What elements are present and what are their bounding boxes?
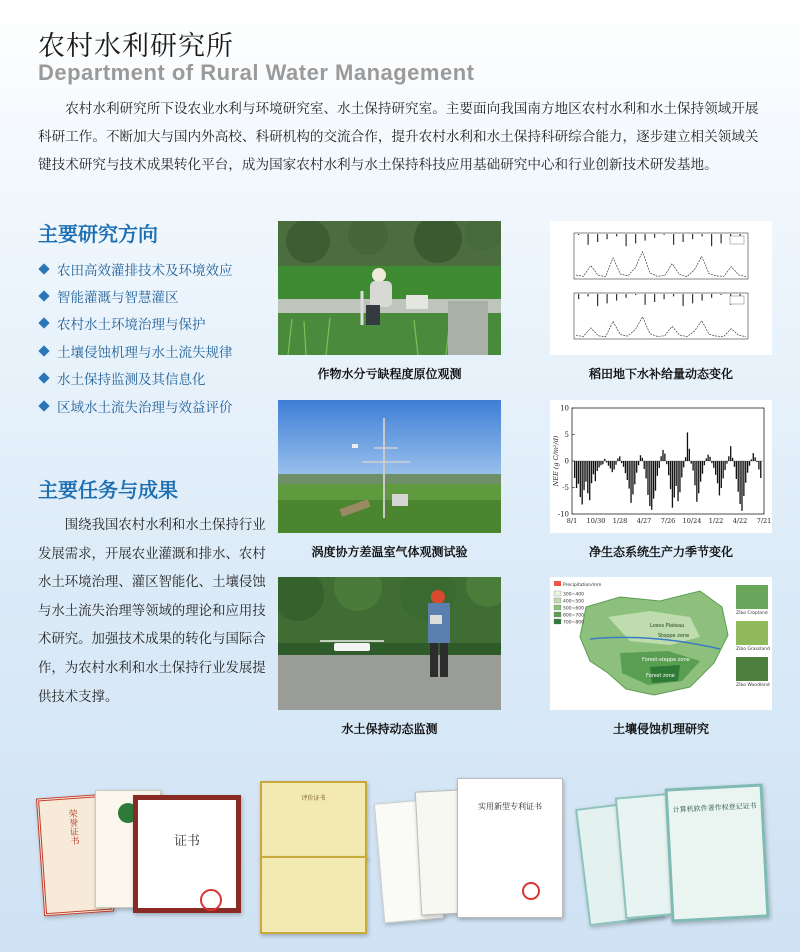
nee-bar — [613, 461, 614, 469]
rain-bar — [673, 294, 674, 296]
site-marker-icon — [554, 581, 561, 586]
rain-bar — [721, 234, 722, 243]
nee-bar — [738, 461, 739, 492]
rain-bar — [578, 234, 579, 235]
legend-label: 600~700 — [563, 613, 584, 619]
rain-bar — [692, 294, 693, 303]
svg-text:Steppe zone: Steppe zone — [658, 633, 690, 639]
nee-bar — [636, 461, 637, 473]
nee-bar — [644, 461, 645, 469]
nee-bar — [717, 461, 718, 483]
nee-bar — [597, 461, 598, 471]
nee-bar — [647, 461, 648, 495]
nee-bar — [728, 456, 729, 461]
nee-bar — [734, 461, 735, 467]
rain-bar — [702, 294, 703, 301]
nee-bar — [672, 461, 673, 508]
nee-bar — [608, 461, 609, 466]
rain-bar — [721, 294, 722, 295]
rain-bar — [683, 294, 684, 306]
nee-bar — [674, 461, 675, 498]
nee-bar — [645, 461, 646, 478]
nee-bar — [621, 461, 622, 463]
nee-bar — [683, 461, 684, 467]
photo2-caption: 涡度协方差温室气体观测试验 — [311, 545, 468, 559]
nee-bar — [758, 461, 759, 469]
legend-box — [730, 296, 744, 304]
x-tick-label: 10/30 — [586, 517, 606, 525]
legend-label: 300~400 — [563, 592, 584, 598]
x-tick-label: 7/26 — [660, 517, 676, 525]
nee-bar — [593, 461, 594, 474]
nee-bar — [612, 461, 613, 472]
nee-bar — [709, 457, 710, 461]
nee-bar — [721, 461, 722, 488]
nee-bar — [591, 461, 592, 483]
nee-bar — [751, 459, 752, 461]
legend-box — [730, 236, 744, 244]
soil-erosion-map — [550, 577, 772, 710]
nee-bar — [615, 461, 616, 465]
nee-bar — [698, 461, 699, 493]
nee-bar — [685, 457, 686, 461]
nee-bar — [587, 461, 588, 493]
evaluation-certificate-1: 评价证书 — [260, 781, 367, 859]
groundwater-line — [576, 252, 746, 277]
y-tick-label: 0 — [564, 457, 569, 466]
nee-bar — [638, 461, 639, 465]
nee-bar — [632, 461, 633, 494]
groundwater-line — [576, 317, 746, 337]
nee-bar — [696, 461, 697, 502]
rain-bar — [626, 294, 627, 298]
legend-label: 500~600 — [563, 606, 584, 612]
nee-bar — [634, 461, 635, 484]
svg-text:Zibo Woodland: Zibo Woodland — [736, 683, 770, 688]
nee-bar — [600, 461, 601, 465]
nee-bar — [756, 461, 757, 462]
rain-bar — [597, 294, 598, 306]
x-tick-label: 1/28 — [612, 517, 628, 525]
rain-bar — [588, 294, 589, 296]
nee-bar — [679, 461, 680, 492]
photo3-caption: 水土保持动态监测 — [341, 722, 438, 736]
diamond-bullet-icon — [38, 290, 49, 301]
diamond-bullet-icon — [38, 263, 49, 274]
nee-bar — [760, 461, 761, 478]
svg-text:Zibo Cropland: Zibo Cropland — [736, 611, 768, 616]
groundwater-chart — [550, 221, 772, 355]
nee-bar — [617, 458, 618, 461]
nee-bar — [668, 461, 669, 475]
nee-bar — [666, 461, 667, 464]
rain-bar — [616, 294, 617, 301]
nee-bar — [660, 456, 661, 461]
nee-bar — [753, 453, 754, 461]
diamond-bullet-icon — [38, 318, 49, 329]
research-item: 农田高效灌排技术及环境效应 — [38, 255, 268, 282]
page-title: 农村水利研究所 — [38, 31, 234, 62]
nee-bar — [707, 455, 708, 461]
nee-bar — [585, 461, 586, 482]
nee-bar — [743, 461, 744, 496]
research-item: 智能灌溉与智慧灌区 — [38, 282, 268, 309]
x-tick-label: 4/27 — [636, 517, 652, 525]
legend-label: 700~800 — [563, 620, 584, 626]
nee-bar — [576, 461, 577, 488]
award-certificate: 证书 — [133, 795, 241, 913]
nee-bar — [749, 461, 750, 466]
nee-bar — [623, 461, 624, 467]
research-item: 土壤侵蚀机理与水土流失规律 — [38, 337, 268, 364]
panel-frame — [574, 233, 748, 279]
y-tick-label: 10 — [560, 404, 569, 413]
nee-bar — [754, 457, 755, 461]
nee-bar — [580, 461, 581, 497]
nee-bar — [711, 461, 712, 463]
research-item: 区域水土流失治理与效益评价 — [38, 392, 268, 419]
red-seal-icon — [200, 889, 222, 911]
nee-bar — [606, 461, 607, 463]
rain-bar — [578, 294, 579, 299]
nee-bar — [640, 455, 641, 461]
nee-bar — [619, 456, 620, 461]
x-tick-label: 4/22 — [732, 517, 748, 525]
rain-bar — [654, 234, 655, 238]
legend-label: 400~500 — [563, 599, 584, 605]
nee-bar — [702, 461, 703, 474]
nee-bar — [670, 461, 671, 489]
page-subtitle: Department of Rural Water Management — [38, 60, 475, 85]
nee-bar — [642, 458, 643, 461]
rain-bar — [607, 294, 608, 303]
x-tick-label: 10/24 — [682, 517, 702, 525]
nee-bar — [689, 449, 690, 461]
nee-bar — [723, 461, 724, 478]
nee-bar — [657, 461, 658, 476]
panel-frame — [574, 293, 748, 339]
nee-bar — [736, 461, 737, 479]
research-item: 农村水土环境治理与保护 — [38, 310, 268, 337]
svg-text:Precipitation/mm: Precipitation/mm — [563, 583, 602, 588]
red-seal-icon — [522, 882, 540, 900]
legend-swatch — [554, 591, 561, 596]
nee-bar — [730, 446, 731, 461]
nee-bar — [677, 461, 678, 501]
x-tick-label: 8/1 — [566, 517, 578, 525]
rain-bar — [588, 234, 589, 245]
intro-paragraph: 农村水利研究所下设农业水利与环境研究室、水土保持研究室。主要面向我国南方地区农村水利和水土保持领域开展科研工作。不断加大与国内外高校、科研机构的交流合作，提升农村水利和水土保持科研综合能力，逐步建立相关领域关键技术研究与技术成果转化平台，成为国家农村水利与水土保持科技应用基础研究中心和行业创新技术研发基地。 — [38, 101, 759, 173]
nee-bar — [655, 461, 656, 491]
research-heading: 主要研究方向 — [38, 222, 158, 246]
y-tick-label: 5 — [564, 431, 569, 439]
nee-bar — [610, 461, 611, 468]
legend-swatch — [554, 612, 561, 617]
nee-bar — [719, 461, 720, 495]
svg-text:Loess Plateau: Loess Plateau — [650, 623, 685, 629]
nee-bar — [583, 461, 584, 490]
nee-bar — [604, 459, 605, 461]
nee-bar — [739, 461, 740, 504]
rain-bar — [645, 294, 646, 305]
nee-bar — [713, 461, 714, 468]
svg-text:Forest zone: Forest zone — [646, 673, 675, 679]
nee-bar — [582, 461, 583, 504]
nee-bar — [649, 461, 650, 506]
y-tick-label: -10 — [557, 510, 569, 519]
nee-bar — [651, 461, 652, 510]
nee-bar — [574, 461, 575, 478]
field-observation-photo — [278, 221, 501, 355]
x-tick-label: 1/22 — [708, 517, 724, 525]
rain-bar — [711, 294, 712, 298]
research-item: 水土保持监测及其信息化 — [38, 365, 268, 392]
nee-bar — [732, 458, 733, 461]
y-tick-label: -5 — [562, 484, 569, 492]
nee-bar — [726, 461, 727, 464]
photo1-caption: 作物水分亏缺程度原位观测 — [317, 367, 462, 381]
nee-bar — [662, 450, 663, 461]
rain-bar — [711, 234, 712, 246]
rain-bar — [616, 234, 617, 236]
nee-bar — [602, 461, 603, 464]
nee-bar — [747, 461, 748, 473]
diamond-bullet-icon — [38, 345, 49, 356]
rain-bar — [664, 234, 665, 235]
nee-bar — [630, 461, 631, 503]
rain-bar — [635, 234, 636, 243]
nee-bar — [706, 458, 707, 461]
svg-text:Forest-steppe zone: Forest-steppe zone — [642, 657, 690, 663]
nee-bar — [692, 461, 693, 471]
nee-bar — [745, 461, 746, 483]
nee-bar — [676, 461, 677, 486]
rain-bar — [664, 294, 665, 299]
nee-bar — [694, 461, 695, 485]
legend-swatch — [554, 619, 561, 624]
nee-bar — [598, 461, 599, 467]
drone-monitoring-photo — [278, 577, 501, 710]
rain-bar — [702, 234, 703, 236]
rain-bar — [692, 234, 693, 239]
svg-text:Zibo Grassland: Zibo Grassland — [736, 647, 770, 652]
nee-bar — [627, 461, 628, 480]
nee-bar — [659, 461, 660, 468]
nee-chart — [550, 400, 772, 533]
research-list — [38, 255, 268, 419]
rain-bar — [597, 234, 598, 242]
chart2-caption: 净生态系统生产力季节变化 — [588, 545, 733, 559]
nee-bar — [629, 461, 630, 489]
eddy-tower-photo — [278, 400, 501, 533]
nee-bar — [700, 461, 701, 482]
nee-bar — [704, 461, 705, 465]
nee-bar — [715, 461, 716, 475]
nee-bar — [741, 461, 742, 511]
nee-bar — [687, 432, 688, 461]
rain-bar — [654, 294, 655, 302]
legend-swatch — [554, 598, 561, 603]
nee-bar — [724, 461, 725, 470]
nee-bar — [653, 461, 654, 499]
evaluation-certificate-2 — [260, 856, 367, 934]
nee-bar — [595, 461, 596, 481]
chart1-caption: 稻田地下水补给量动态变化 — [588, 367, 733, 381]
diamond-bullet-icon — [38, 400, 49, 411]
software-certificate-main: 计算机软件著作权登记证书 — [665, 784, 770, 923]
honor-certificate-1: 荣誉证书 — [36, 794, 114, 917]
nee-bar — [691, 461, 692, 464]
nee-bar — [681, 461, 682, 477]
rain-bar — [607, 234, 608, 239]
rain-bar — [673, 234, 674, 245]
rain-bar — [683, 234, 684, 242]
nee-bar — [589, 461, 590, 500]
rain-bar — [626, 234, 627, 246]
x-tick-label: 7/21 — [756, 517, 772, 525]
rain-bar — [635, 294, 636, 295]
map-caption: 土壤侵蚀机理研究 — [612, 722, 709, 736]
rain-bar — [645, 234, 646, 241]
tasks-heading: 主要任务与成果 — [38, 478, 178, 502]
y-axis-label: NEE (g C/m²/d) — [552, 435, 560, 487]
nee-bar — [578, 461, 579, 484]
tasks-paragraph: 围绕我国农村水利和水土保持行业发展需求，开展农业灌溉和排水、农村水土环境治理、灌区智能化、土壤侵蚀与水土流失治理等领域的理论和应用技术研究。加强技术成果的转化与国际合作，为农村水利和水土保持行业发展提供技术支撑。 — [38, 518, 266, 705]
nee-bar — [625, 461, 626, 473]
nee-bar — [664, 454, 665, 461]
diamond-bullet-icon — [38, 373, 49, 384]
legend-swatch — [554, 605, 561, 610]
patent-certificate-main: 实用新型专利证书 — [457, 778, 563, 918]
